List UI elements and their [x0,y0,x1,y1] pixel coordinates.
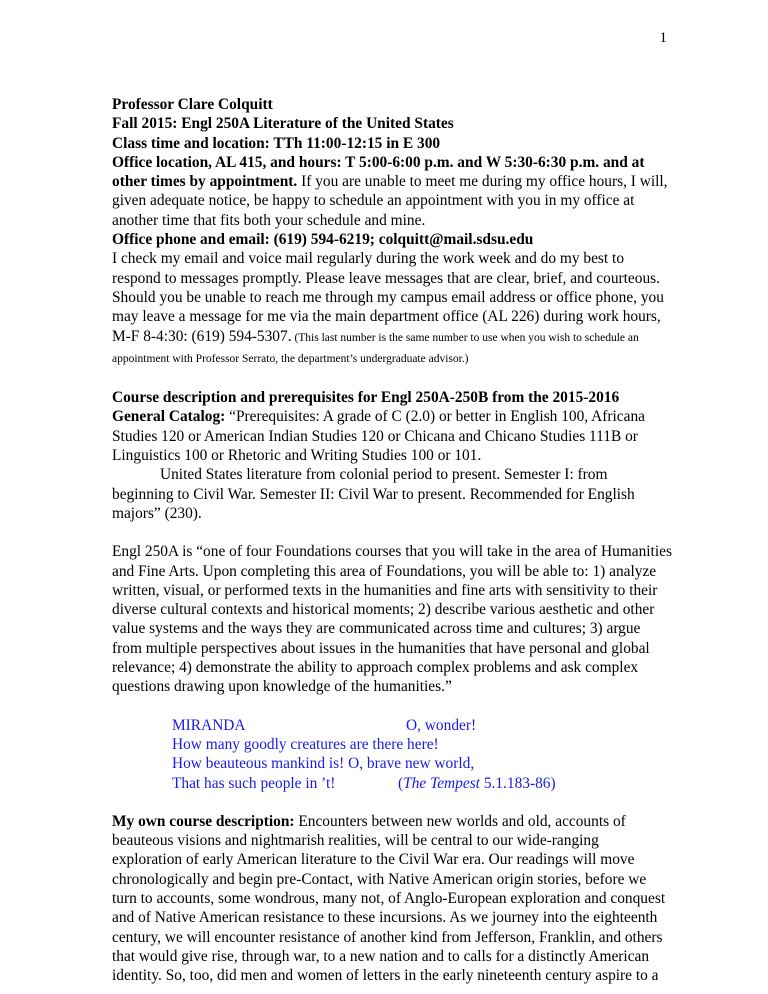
own-description [112,812,672,986]
office-hours-label: Office location, AL 415, and hours: T 5:00-6:00 p.m. and W 5:30-6:30 p.m. and at other times by appointment. [112,153,645,191]
quote-speaker: MIRANDA [172,716,246,734]
own-description-heading: My own course description: [112,812,295,830]
course-title: Fall 2015: Engl 250A Literature of the United States [112,115,454,133]
office-hours-text: If you are unable to meet me during my office hours, I will, given adequate notice, be happy to schedule an appointment with you in my office at another time that fits both your schedule and mine. [112,173,668,229]
catalog-heading: Course description and prerequisites for Engl 250A-250B from the 2015-2016 General Catalog: [112,389,620,426]
email-policy-note: (This last number is the same number to use when you wish to schedule an appointment with Professor Serrato, the department’s undergraduate advisor.) [112,331,639,365]
quote-citation-title: The Tempest [403,774,480,792]
quote-citation: (The Tempest 5.1.183-86) [398,774,556,792]
quote-line-1: O, wonder! [406,716,477,734]
email-policy-text: I check my email and voice mail regularly during the work week and do my best to respond to messages promptly. Please leave messages that are clear, brief, and courteous. Should you be unable to reach me through my campus email address or office phone, you may leave a message for me via the main department office (AL 226) during work hours, M-F 8-4:30: (619) 594-5307. [112,250,664,345]
foundations-paragraph: Engl 250A is “one of four Foundations courses that you will take in the area of Humanities and Fine Arts. Upon completing this area of Foundations, you will be able to: 1) analyze written, visual, or performed texts in the humanities and fine arts with sensitivity to their diverse cultural contexts and historical moments; 2) describe various aesthetic and other value systems and the ways they are communicated across time and cultures; 3) argue from multiple perspectives about issues in the humanities that have personal and global relevance; 4) demonstrate the ability to approach complex problems and ask complex questions drawing upon knowledge of the humanities.” [112,543,672,696]
document-body [112,95,672,985]
professor-name: Professor Clare Colquitt [112,96,273,113]
catalog-prereq: “Prerequisites: A grade of C (2.0) or better in English 100, Africana Studies 120 or American Indian Studies 120 or Chicana and Chicano Studies 111B or Linguistics 100 or Rhetoric and Writing Studies 100 or 101. [112,408,645,465]
catalog-section [112,388,672,465]
own-description-text: Encounters between new worlds and old, accounts of beauteous visions and nightmarish realities, will be central to our wide-ranging exploration of early American literature to the Civil War era. Our readings will move chronologically and begin pre-Contact, with Native American origin stories, before we turn to accounts, some wondrous, many not, of Anglo-European exploration and conquest and of Native American resistance to these incursions. As we journey into the eighteenth century, we will encounter resistance of another kind from Jefferson, Franklin, and others that would give rise, through war, to a new nation and to calls for a distinctly American identity. So, too, did men and women of letters in the early nineteenth century aspire to a [112,812,666,985]
quote-line-4: That has such people in ’t! [172,774,336,792]
page-number: 1 [659,30,667,46]
office-hours [112,153,672,230]
email-policy [112,249,672,369]
contact-info: Office phone and email: (619) 594-6219; colquitt@mail.sdsu.edu [112,231,534,249]
class-time: Class time and location: TTh 11:00-12:15 in E 300 [112,134,441,152]
tempest-quote [172,716,672,793]
quote-line-2: How many goodly creatures are there here! [172,735,439,753]
catalog-description: United States literature from colonial period to present. Semester I: from beginning to Civil War. Semester II: Civil War to present. Recommended for English majors” (230). [112,466,635,522]
quote-line-3: How beauteous mankind is! O, brave new world, [172,755,475,773]
